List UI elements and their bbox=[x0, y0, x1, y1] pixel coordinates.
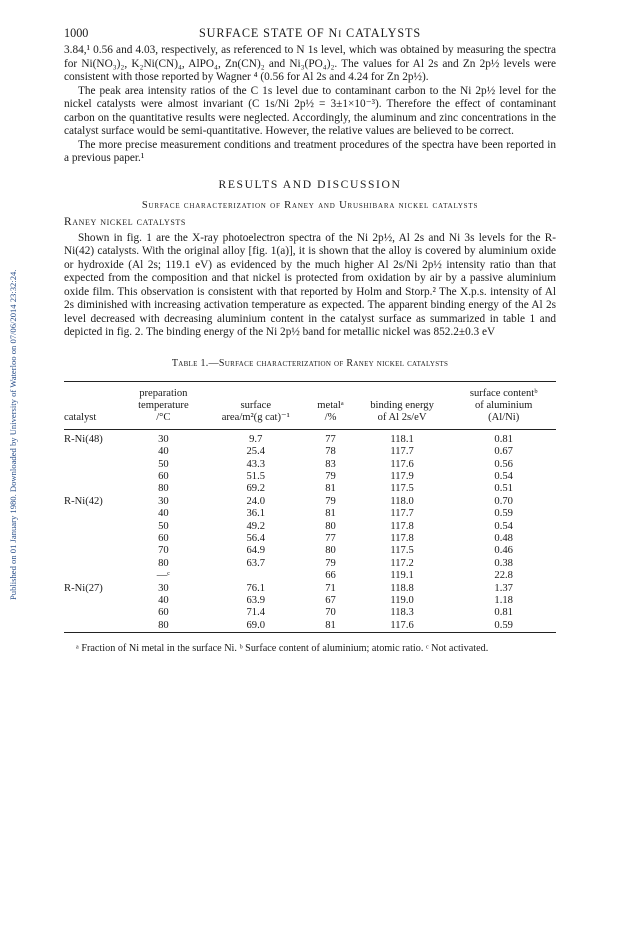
table-row bbox=[64, 483, 556, 495]
table-cell: 117.6 bbox=[390, 458, 414, 470]
table-cell: 60 bbox=[158, 532, 169, 544]
subsection-title: Surface characterization of Raney and Urushibara nickel catalysts bbox=[141, 199, 479, 211]
header-surface-area: surface area/m²(g cat)⁻¹ bbox=[203, 388, 308, 430]
table-cell: 117.5 bbox=[390, 545, 414, 557]
table-cell: 63.9 bbox=[246, 595, 266, 606]
table-cell: 49.2 bbox=[246, 520, 266, 532]
table-cell: 40 bbox=[158, 446, 169, 458]
table-cell: 119.1 bbox=[390, 570, 414, 582]
table-cell: 0.54 bbox=[494, 470, 513, 482]
table-cell: 25.4 bbox=[246, 446, 266, 458]
table-cell: 80 bbox=[158, 557, 169, 569]
table-cell: 71 bbox=[325, 582, 336, 594]
table-cell: 30 bbox=[158, 582, 169, 594]
table-cell: 69.0 bbox=[246, 619, 266, 631]
table-cell: 80 bbox=[325, 545, 336, 557]
table-cell: 0.59 bbox=[494, 508, 513, 520]
table-row bbox=[64, 471, 556, 483]
table-cell: 63.7 bbox=[246, 557, 266, 569]
table-row bbox=[64, 533, 556, 545]
journal-page bbox=[64, 26, 556, 656]
table-cell: 118.0 bbox=[390, 495, 414, 507]
table-cell: 0.67 bbox=[494, 446, 513, 458]
table-cell: 71.4 bbox=[246, 607, 266, 619]
table-cell: 24.0 bbox=[246, 495, 266, 507]
table-cell: 0.46 bbox=[494, 545, 513, 557]
paragraph-2: The peak area intensity ratios of the C 1s level due to contaminant carbon to the Ni 2p½ level for the nickel catalysts were almost invariant (C 1s/Ni 2p½ = 3±1×10⁻³). Therefore the effect of contaminant carbon on the quantitative results were neglected. Accordingly, the aluminum and zinc concentrations in the catalyst surface would be semi-quantitative. However, the relative values are believed to be correct. bbox=[64, 84, 556, 137]
table-cell: 78 bbox=[325, 446, 336, 458]
table-cell: 50 bbox=[158, 458, 169, 470]
table-cell: 117.7 bbox=[390, 508, 414, 520]
table-cell: 118.8 bbox=[390, 582, 414, 594]
table-cell: 60 bbox=[158, 470, 169, 482]
table-cell: 81 bbox=[325, 483, 336, 495]
table-row bbox=[64, 620, 556, 633]
table-cell: 22.8 bbox=[494, 570, 513, 582]
table-cell: 77 bbox=[325, 433, 336, 445]
table-cell: —ᶜ bbox=[156, 570, 171, 582]
table-cell: 81 bbox=[325, 619, 336, 631]
table-cell: 79 bbox=[325, 470, 336, 482]
table-cell: 43.3 bbox=[246, 458, 266, 470]
table-cell bbox=[64, 595, 124, 607]
subsubsection-title: Raney nickel catalysts bbox=[64, 215, 186, 228]
table-cell: 76.1 bbox=[246, 582, 266, 594]
header-catalyst: catalyst bbox=[64, 388, 124, 430]
table-cell: 1.37 bbox=[494, 582, 513, 594]
paragraph-1: 3.84,¹ 0.56 and 4.03, respectively, as referenced to N 1s level, which was obtained by measuring the spectra for Ni(NO₃)₂, K₂Ni(CN)₄, AlPO₄, Zn(CN)₂ and Ni₃(PO₄)₂. The values for Al 2s and Zn 2p½ levels were consistent with those reported by Wagner ⁴ (0.56 for Al 2s and 4.24 for Zn 2p½). bbox=[64, 44, 556, 83]
data-table bbox=[64, 381, 556, 642]
page-number: 1000 bbox=[64, 26, 89, 40]
table-cell: 40 bbox=[158, 595, 169, 606]
table-row bbox=[64, 429, 556, 446]
table-cell: 117.8 bbox=[390, 520, 414, 532]
table-row bbox=[64, 607, 556, 619]
table-cell: 70 bbox=[325, 607, 336, 619]
table-cell bbox=[64, 620, 124, 633]
table-row bbox=[64, 496, 556, 508]
table-cell: 117.6 bbox=[390, 619, 414, 631]
table-caption: Table 1.—Surface characterization of Raney nickel catalysts bbox=[171, 357, 449, 369]
table-cell: 83 bbox=[325, 458, 336, 470]
table-cell: 36.1 bbox=[246, 508, 266, 520]
table-cell bbox=[203, 570, 308, 582]
table-cell: 70 bbox=[158, 545, 169, 557]
table-cell: 69.2 bbox=[246, 483, 266, 495]
table-cell: 9.7 bbox=[249, 433, 263, 445]
paragraph-3: The more precise measurement conditions and treatment procedures of the spectra have been reported in a previous paper.¹ bbox=[64, 138, 556, 164]
table-cell: 0.51 bbox=[494, 483, 513, 495]
table-cell bbox=[64, 521, 124, 533]
table-cell: 66 bbox=[325, 570, 336, 582]
table-row bbox=[64, 558, 556, 570]
table-cell: 1.18 bbox=[494, 595, 513, 606]
body-paragraph: Shown in fig. 1 are the X-ray photoelectron spectra of the Ni 2p½, Al 2s and Ni 3s levels for the R-Ni(42) catalysts. With the original alloy [fig. 1(a)], it is shown that the alloy is covered by aluminium oxide or hydroxide (Al 2s; 119.1 eV) as evidenced by the much higher Al 2s/Ni 2p½ intensity ratio than that expected from the composition and that nickel is protected from oxidation by air by a passive aluminium oxide film. This observation is consistent with that reported by Holm and Storp.² The X.p.s. intensity of Al 2s diminished with increasing activation temperature as expected. The apparent binding energy of the Al 2s level decreased with decreasing aluminium content in the catalyst surface as summarized in table 1 and depicted in fig. 2. The binding energy of the Ni 2p½ band for metallic nickel was 852.2±0.3 eV bbox=[64, 231, 556, 338]
header-metal: metalᵃ /% bbox=[308, 388, 352, 430]
table-row bbox=[64, 583, 556, 595]
table-cell: 64.9 bbox=[246, 545, 266, 557]
table-cell bbox=[64, 607, 124, 619]
table-cell: 0.38 bbox=[494, 557, 513, 569]
table-cell: 50 bbox=[158, 520, 169, 532]
table-cell: 40 bbox=[158, 508, 169, 520]
table-cell bbox=[64, 558, 124, 570]
table-cell: 81 bbox=[325, 508, 336, 520]
table-cell: 51.5 bbox=[246, 470, 266, 482]
table-cell: 80 bbox=[325, 520, 336, 532]
table-row bbox=[64, 595, 556, 607]
table-cell bbox=[64, 545, 124, 557]
table-cell: R-Ni(42) bbox=[64, 495, 103, 507]
table-cell: 79 bbox=[325, 495, 336, 507]
table-cell: 80 bbox=[158, 483, 169, 495]
table-cell: 67 bbox=[325, 595, 336, 606]
table-row bbox=[64, 570, 556, 582]
table-cell: 30 bbox=[158, 495, 169, 507]
table-row bbox=[64, 521, 556, 533]
table-cell bbox=[64, 533, 124, 545]
section-title: RESULTS AND DISCUSSION bbox=[218, 177, 402, 191]
table-cell: 0.54 bbox=[494, 520, 513, 532]
table-cell: 0.59 bbox=[494, 619, 513, 631]
header-binding-energy: binding energy of Al 2s/eV bbox=[353, 388, 452, 430]
table-cell: 80 bbox=[158, 619, 169, 631]
table-cell: 117.2 bbox=[390, 557, 414, 569]
header-temperature: preparation temperature /°C bbox=[124, 388, 204, 430]
table-cell bbox=[64, 570, 124, 582]
download-sidebar-note bbox=[6, 160, 20, 600]
table-cell: R-Ni(27) bbox=[64, 582, 103, 594]
table-cell bbox=[64, 483, 124, 495]
table-footnote: ᵃ Fraction of Ni metal in the surface Ni. ᵇ Surface content of aluminium; atomic ratio. ᶜ Not activated. bbox=[76, 643, 489, 655]
table-cell bbox=[64, 446, 124, 458]
table-cell: 118.1 bbox=[390, 433, 414, 445]
table-row bbox=[64, 459, 556, 471]
table-cell: 118.3 bbox=[390, 607, 414, 619]
table-cell: 60 bbox=[158, 607, 169, 619]
table-cell bbox=[64, 459, 124, 471]
page-header bbox=[64, 26, 556, 44]
table-cell: R-Ni(48) bbox=[64, 433, 103, 445]
table-cell: 77 bbox=[325, 532, 336, 544]
table-cell: 0.56 bbox=[494, 458, 513, 470]
table-cell: 117.9 bbox=[390, 470, 414, 482]
table-cell: 0.81 bbox=[494, 607, 513, 619]
table-cell bbox=[64, 471, 124, 483]
sidebar-note-text: Published on 01 January 1980. Downloaded by University of Waterloo on 07/06/2014 23:32:24. bbox=[8, 269, 18, 600]
table-cell bbox=[64, 508, 124, 520]
table-cell: 0.81 bbox=[494, 433, 513, 445]
table-cell: 0.48 bbox=[494, 532, 513, 544]
table-row bbox=[64, 545, 556, 557]
table-cell: 79 bbox=[325, 557, 336, 569]
table-cell: 117.8 bbox=[390, 532, 414, 544]
table-row bbox=[64, 508, 556, 520]
table-cell: 0.70 bbox=[494, 495, 513, 507]
table-row bbox=[64, 446, 556, 458]
running-title: SURFACE STATE OF Ni CATALYSTS bbox=[198, 26, 422, 40]
table-cell: 56.4 bbox=[246, 532, 266, 544]
table-cell: 117.7 bbox=[390, 446, 414, 458]
table-cell: 119.0 bbox=[390, 595, 414, 606]
header-surface-content: surface contentᵇ of aluminium (Al/Ni) bbox=[451, 388, 556, 430]
table-cell: 30 bbox=[158, 433, 169, 445]
table-cell: 117.5 bbox=[390, 483, 414, 495]
